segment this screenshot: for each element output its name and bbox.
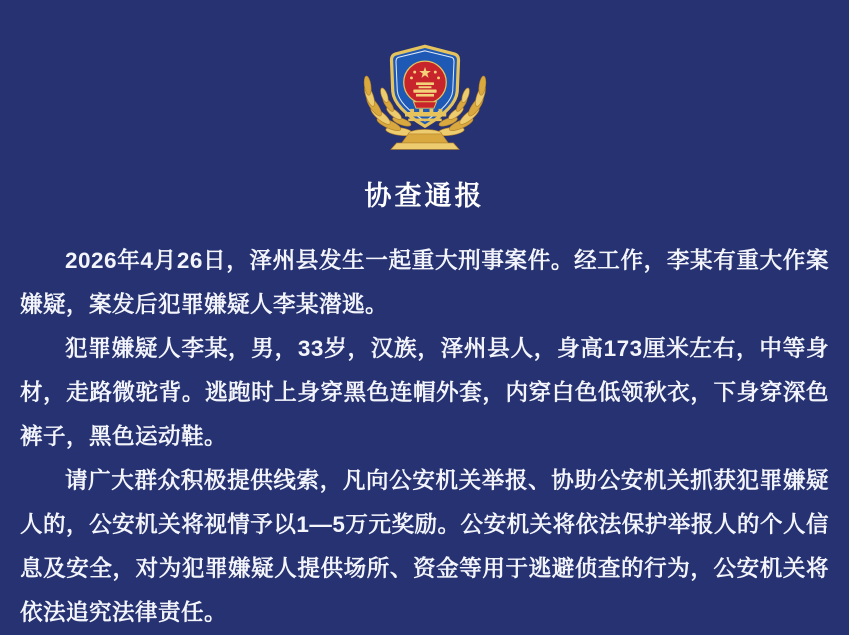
notice-paragraph-suspect-description: 犯罪嫌疑人李某，男，33岁，汉族，泽州县人，身高173厘米左右，中等身材，走路微驼背。逃跑时上身穿黑色连帽外套，内穿白色低领秋衣，下身穿深色裤子，黑色运动鞋。	[20, 336, 829, 449]
notice-paragraph-incident: 2026年4月26日，泽州县发生一起重大刑事案件。经工作，李某有重大作案嫌疑，案发后犯罪嫌疑人李某潜逃。	[20, 248, 829, 317]
notice-title: 协查通报	[364, 181, 485, 211]
badge-container	[0, 36, 849, 154]
police-badge-icon	[354, 36, 496, 152]
notice-body	[20, 239, 829, 635]
notice-paragraph-reward: 请广大群众积极提供线索，凡向公安机关举报、协助公安机关抓获犯罪嫌疑人的，公安机关将视情予以1—5万元奖励。公安机关将依法保护举报人的个人信息及安全，对为犯罪嫌疑人提供场所、资金等用于逃避侦查的行为，公安机关将依法追究法律责任。	[20, 468, 829, 625]
